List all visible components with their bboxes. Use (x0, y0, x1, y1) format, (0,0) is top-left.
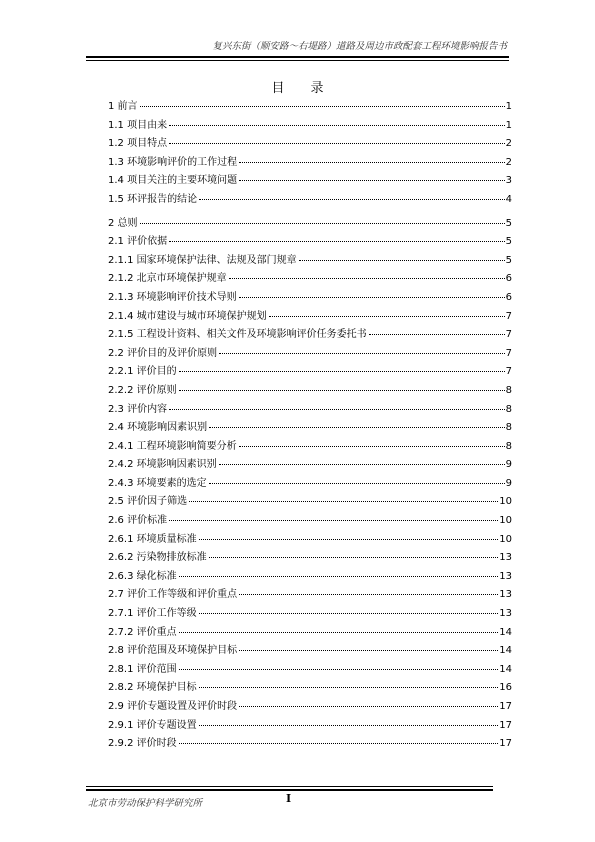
toc-entry-label: 2.1.2 北京市环境保护规章 (108, 273, 227, 285)
toc-leader-dots (169, 397, 505, 410)
toc-leader-dots (269, 304, 505, 317)
toc-entry-page: 6 (505, 273, 512, 285)
toc-leader-dots (219, 452, 505, 465)
toc-leader-dots (169, 113, 505, 126)
toc-entry-page: 5 (505, 217, 512, 229)
toc-entry-page: 16 (499, 682, 512, 694)
toc-entry-label: 1.5 环评报告的结论 (108, 193, 198, 205)
toc-entry-page: 6 (505, 291, 512, 303)
toc-leader-dots (299, 248, 505, 261)
toc-entry-page: 1 (505, 119, 512, 131)
toc-leader-dots (140, 211, 505, 224)
header-rule (86, 56, 509, 58)
toc-leader-dots (209, 471, 505, 484)
toc-leader-dots (239, 285, 505, 298)
toc-entry-page: 14 (499, 645, 512, 657)
toc-leader-dots (199, 187, 505, 200)
toc-leader-dots (239, 434, 505, 447)
toc-entry-label: 2.3 评价内容 (108, 403, 168, 415)
toc-entry-page: 1 (505, 101, 512, 112)
toc-entry-page: 9 (505, 477, 512, 489)
toc-leader-dots (209, 545, 499, 558)
toc-entry-label: 2.4.2 环境影响因素识别 (108, 459, 217, 471)
toc-entry-label: 1.1 项目由来 (108, 119, 168, 131)
toc-leader-dots (229, 266, 505, 279)
toc-entry-label: 2.6.3 绿化标准 (108, 570, 177, 582)
toc-leader-dots (179, 620, 499, 633)
toc-entry-label: 1.4 项目关注的主要环境问题 (108, 175, 238, 187)
toc-entry-label: 2.2.1 评价目的 (108, 366, 177, 378)
toc-entry-page: 5 (505, 236, 512, 248)
toc-entry-label: 2.6.1 环境质量标准 (108, 533, 197, 545)
toc-leader-dots (219, 341, 505, 354)
toc-entry-label: 2.9.1 评价专题设置 (108, 719, 197, 731)
toc-entry-label: 2.8.1 评价范围 (108, 663, 177, 675)
toc-entry-label: 2.1.3 环境影响评价技术导则 (108, 291, 237, 303)
toc-entry-page: 14 (499, 663, 512, 675)
toc-entry-label: 2.8.2 环境保护目标 (108, 682, 197, 694)
toc-entry-label: 2.4.1 工程环境影响简要分析 (108, 440, 237, 452)
page-number: I (286, 792, 292, 805)
toc-entry-label: 2.9.2 评价时段 (108, 738, 177, 750)
toc-entry-page: 13 (499, 589, 512, 601)
toc-leader-dots (179, 359, 505, 372)
toc-entry-page: 7 (505, 329, 512, 341)
table-of-contents (108, 96, 512, 752)
toc-entry-page: 17 (499, 738, 512, 750)
toc-entry-label: 2.1.1 国家环境保护法律、法规及部门规章 (108, 254, 297, 266)
toc-leader-dots (239, 694, 498, 707)
toc-entry-page: 7 (505, 347, 512, 359)
toc-leader-dots (169, 131, 505, 144)
toc-entry-label: 2.2.2 评价原则 (108, 384, 177, 396)
toc-entry-page: 9 (505, 459, 512, 471)
toc-leader-dots (179, 731, 499, 744)
toc-entry-label: 2.1.4 城市建设与城市环境保护规划 (108, 310, 267, 322)
toc-leader-dots (239, 582, 498, 595)
toc-entry-page: 2 (505, 138, 512, 150)
toc-entry-label: 2 总则 (108, 217, 138, 229)
toc-entry[interactable] (108, 733, 512, 752)
toc-leader-dots (169, 508, 498, 521)
toc-leader-dots (239, 150, 505, 163)
toc-entry-page: 17 (499, 719, 512, 731)
toc-entry-label: 2.1.5 工程设计资料、相关文件及环境影响评价任务委托书 (108, 329, 367, 341)
toc-entry-label: 2.8 评价范围及环境保护目标 (108, 645, 238, 657)
toc-leader-dots (169, 229, 505, 242)
toc-entry-label: 2.4 环境影响因素识别 (108, 422, 208, 434)
toc-title: 目 录 (271, 81, 324, 96)
toc-leader-dots (209, 415, 505, 428)
toc-entry-page: 8 (505, 422, 512, 434)
toc-entry-page: 10 (499, 533, 512, 545)
footer-rule (86, 789, 493, 791)
toc-leader-dots (199, 601, 499, 614)
toc-leader-dots (189, 489, 498, 502)
header-rule-thin (86, 60, 509, 61)
toc-entry-label: 2.4.3 环境要素的选定 (108, 477, 207, 489)
toc-leader-dots (199, 675, 499, 688)
footer-organization: 北京市劳动保护科学研究所 (88, 798, 203, 809)
toc-entry-label: 2.7 评价工作等级和评价重点 (108, 589, 238, 601)
toc-leader-dots (199, 713, 499, 726)
toc-entry-page: 10 (499, 496, 512, 508)
toc-entry-label: 2.9 评价专题设置及评价时段 (108, 701, 238, 712)
toc-entry-page: 10 (499, 515, 512, 527)
toc-entry-page: 4 (505, 193, 512, 205)
toc-entry[interactable] (108, 189, 512, 208)
toc-leader-dots (140, 94, 505, 107)
toc-leader-dots (179, 378, 505, 391)
toc-entry-label: 2.2 评价目的及评价原则 (108, 347, 218, 359)
footer-rule-thin (86, 786, 493, 787)
toc-leader-dots (179, 564, 499, 577)
toc-entry-label: 1.3 环境影响评价的工作过程 (108, 156, 238, 168)
toc-leader-dots (199, 527, 499, 540)
toc-entry-label: 2.7.2 评价重点 (108, 626, 177, 638)
toc-entry-page: 7 (505, 366, 512, 378)
toc-entry-page: 13 (499, 608, 512, 620)
toc-entry-page: 17 (499, 701, 512, 712)
toc-entry-page: 7 (505, 310, 512, 322)
toc-entry-page: 13 (499, 552, 512, 564)
toc-entry-page: 13 (499, 570, 512, 582)
toc-entry-label: 2.6 评价标准 (108, 515, 168, 527)
toc-entry-page: 8 (505, 403, 512, 415)
toc-entry-page: 5 (505, 254, 512, 266)
toc-entry-page: 8 (505, 440, 512, 452)
toc-entry-page: 14 (499, 626, 512, 638)
toc-entry-label: 2.7.1 评价工作等级 (108, 608, 197, 620)
toc-entry-label: 2.6.2 污染物排放标准 (108, 552, 207, 564)
toc-entry-page: 2 (505, 156, 512, 168)
toc-leader-dots (239, 168, 505, 181)
toc-entry-label: 1.2 项目特点 (108, 138, 168, 150)
toc-entry-label: 2.5 评价因子筛选 (108, 496, 188, 508)
running-header: 复兴东街（顺安路～右堤路）道路及周边市政配套工程环境影响报告书 (212, 41, 507, 52)
toc-leader-dots (239, 638, 498, 651)
toc-leader-dots (369, 322, 505, 335)
toc-entry-label: 1 前言 (108, 101, 138, 112)
toc-entry-page: 8 (505, 384, 512, 396)
toc-leader-dots (179, 657, 499, 670)
toc-entry-label: 2.1 评价依据 (108, 236, 168, 248)
toc-entry-page: 3 (505, 175, 512, 187)
